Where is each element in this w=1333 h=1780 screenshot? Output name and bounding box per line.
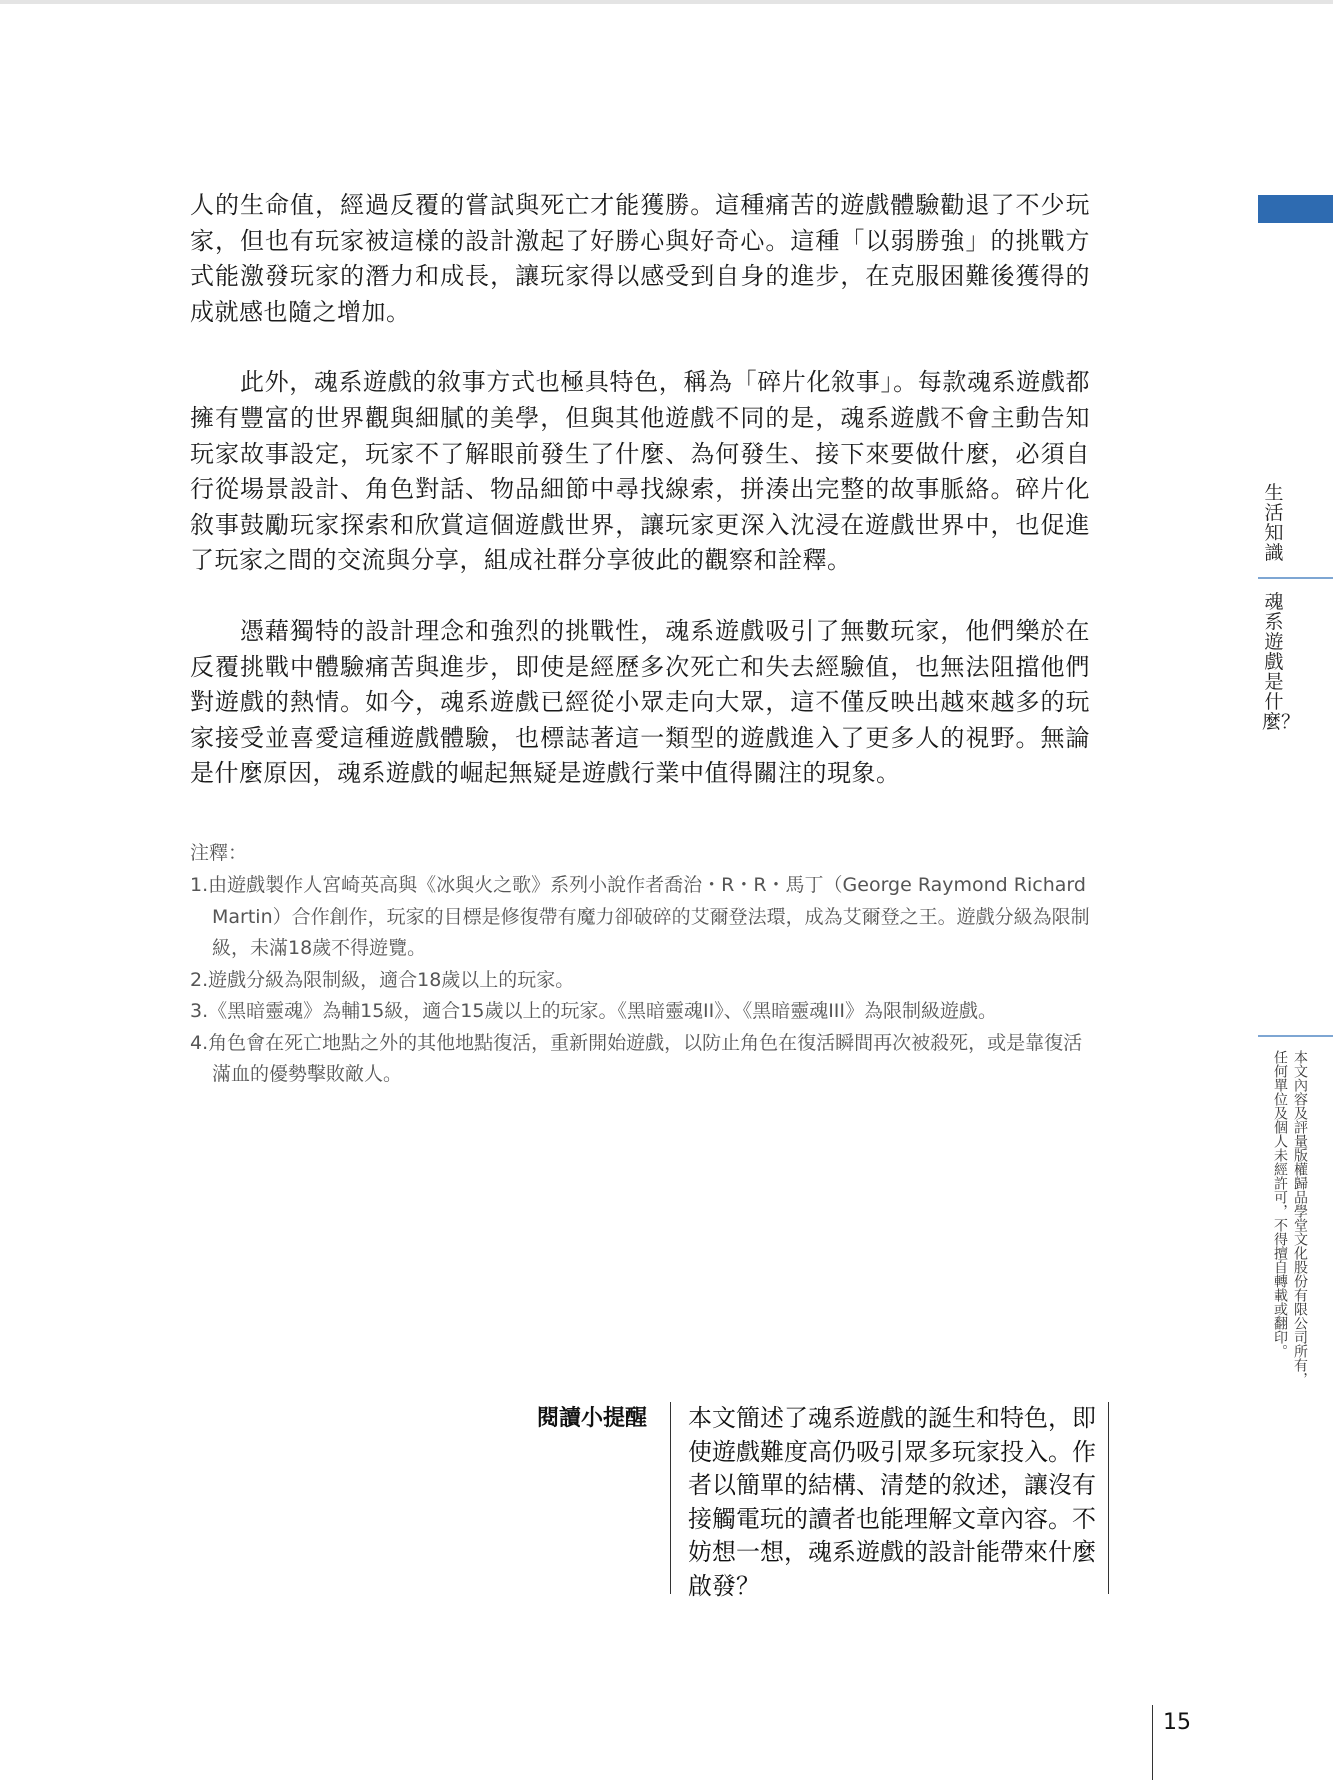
paragraph-1: 人的生命值，經過反覆的嘗試與死亡才能獲勝。這種痛苦的遊戲體驗勸退了不少玩家，但也有玩家被這樣的設計激起了好勝心與好奇心。這種「以弱勝強」的挑戰方式能激發玩家的潛力和成長，讓玩家得以感受到自身的進步，在克服困難後獲得的成就感也隨之增加。 bbox=[190, 191, 1090, 326]
sidebar-category: 生活知識 bbox=[1264, 482, 1284, 564]
sidebar-divider-1 bbox=[1258, 577, 1333, 579]
copyright-notice: 本文內容及評量版權歸品學堂文化股份有限公司所有，任何單位及個人未經許可，不得擅自轉載或翻印。 bbox=[1272, 1050, 1308, 1386]
reminder-divider-right bbox=[1108, 1402, 1109, 1594]
section-accent-tab bbox=[1258, 195, 1333, 223]
sidebar-article-title: 魂系遊戲是什麼？ bbox=[1262, 591, 1301, 733]
paragraph-3: 憑藉獨特的設計理念和強烈的挑戰性，魂系遊戲吸引了無數玩家，他們樂於在反覆挑戰中體驗痛苦與進步，即使是經歷多次死亡和失去經驗值，也無法阻擋他們對遊戲的熱情。如今，魂系遊戲已經從小眾走向大眾，這不僅反映出越來越多的玩家接受並喜愛這種遊戲體驗，也標誌著這一類型的遊戲進入了更多人的視野。無論是什麼原因，魂系遊戲的崛起無疑是遊戲行業中值得關注的現象。 bbox=[190, 616, 1090, 788]
footnotes bbox=[190, 838, 1090, 1091]
footnote-3: 3.《黑暗靈魂》為輔15級，適合15歲以上的玩家。《黑暗靈魂II》、《黑暗靈魂III》為限制級遊戲。 bbox=[190, 1000, 998, 1022]
reading-reminder-text: 本文簡述了魂系遊戲的誕生和特色，即使遊戲難度高仍吸引眾多玩家投入。作者以簡單的結構、清楚的敘述，讓沒有接觸電玩的讀者也能理解文章內容。不妨想一想，魂系遊戲的設計能帶來什麼啟發？ bbox=[688, 1404, 1096, 1600]
article-body bbox=[190, 188, 1090, 827]
reading-reminder-label: 閱讀小提醒 bbox=[537, 1406, 648, 1431]
page-number: 15 bbox=[1163, 1710, 1191, 1735]
footnote-2: 2.遊戲分級為限制級，適合18歲以上的玩家。 bbox=[190, 968, 575, 991]
sidebar-divider-2 bbox=[1258, 1035, 1333, 1037]
reminder-divider-left bbox=[670, 1402, 671, 1594]
top-rule bbox=[0, 0, 1333, 4]
footnote-1: 1.由遊戲製作人宮崎英高與《冰與火之歌》系列小說作者喬治・R・R・馬丁（George Raymond Richard Martin）合作創作，玩家的目標是修復帶有魔力卻破碎的艾爾登法環，成為艾爾登之王。遊戲分級為限制級，未滿18歲不得遊覽。 bbox=[190, 874, 1090, 959]
footnotes-title: 注釋： bbox=[190, 842, 248, 864]
page-number-divider bbox=[1152, 1705, 1153, 1780]
paragraph-2: 此外，魂系遊戲的敘事方式也極具特色，稱為「碎片化敘事」。每款魂系遊戲都擁有豐富的世界觀與細膩的美學，但與其他遊戲不同的是，魂系遊戲不會主動告知玩家故事設定，玩家不了解眼前發生了什麼、為何發生、接下來要做什麼，必須自行從場景設計、角色對話、物品細節中尋找線索，拼湊出完整的故事脈絡。碎片化敘事鼓勵玩家探索和欣賞這個遊戲世界，讓玩家更深入沈浸在遊戲世界中，也促進了玩家之間的交流與分享，組成社群分享彼此的觀察和詮釋。 bbox=[190, 368, 1090, 575]
footnote-4: 4.角色會在死亡地點之外的其他地點復活，重新開始遊戲，以防止角色在復活瞬間再次被殺死，或是靠復活滿血的優勢擊敗敵人。 bbox=[190, 1031, 1083, 1085]
